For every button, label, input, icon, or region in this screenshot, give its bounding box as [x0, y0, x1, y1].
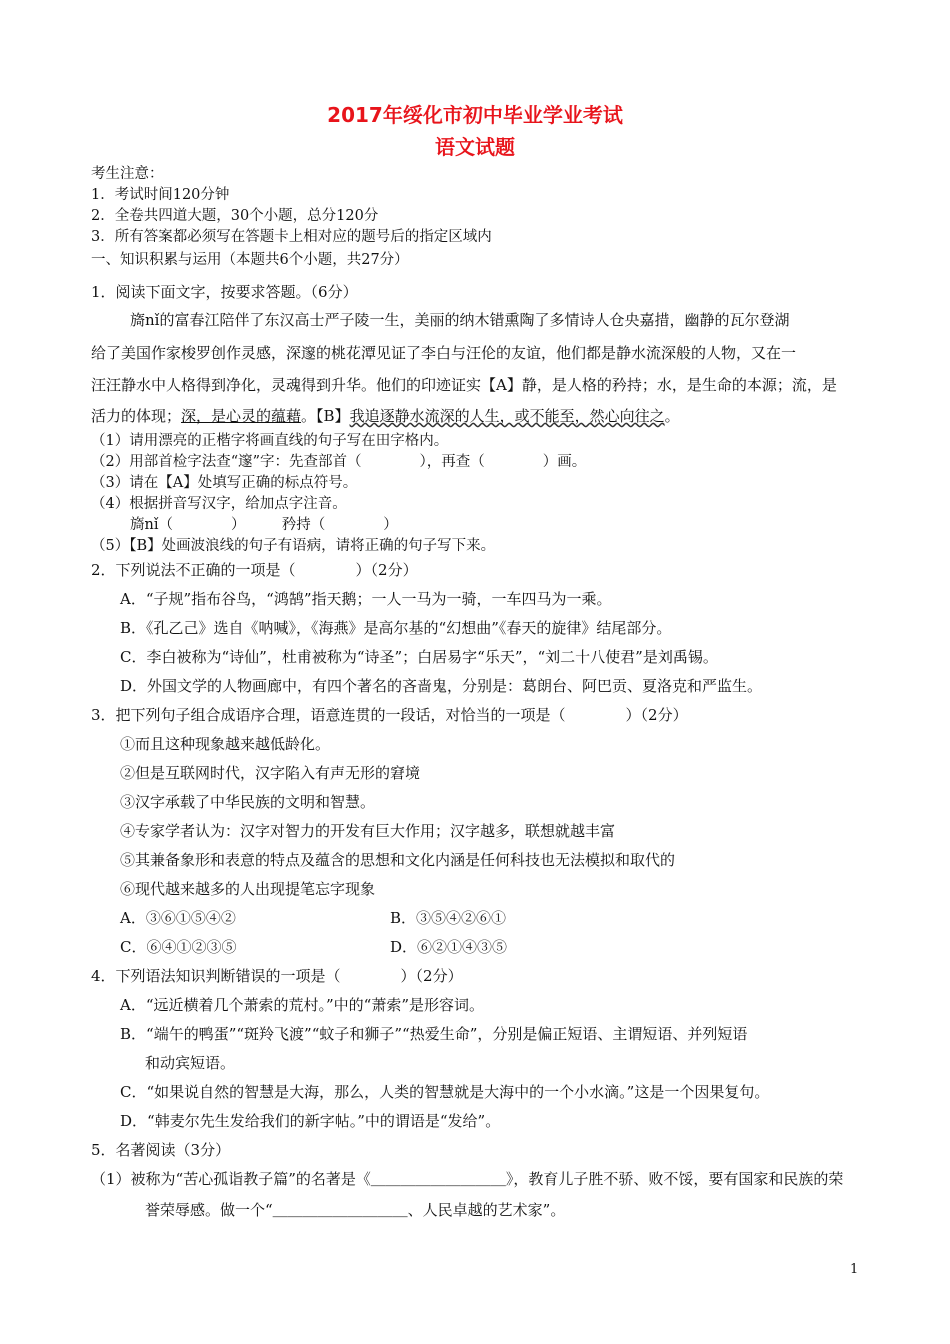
q2-option: A．“子规”指布谷鸟，“鸿鹄”指天鹅；一人一马为一骑，一车四马为一乘。: [120, 590, 612, 608]
q1-sub-item: （2）用部首检字法查“邃”字：先查部首（ ），再查（ ）画。: [91, 454, 587, 470]
q1-sub-item: （5）【B】处画波浪线的句子有语病，请将正确的句子写下来。: [91, 538, 496, 554]
q5-line: （1）被称为“苦心孤诣教子篇”的名著是《＿＿＿＿＿＿＿＿＿》，教育儿子胜不骄、败不馁，要有国家和民族的荣: [91, 1170, 844, 1188]
q3-option: B．③⑤④②⑥①: [390, 909, 507, 927]
q3-sentence: ③汉字承载了中华民族的文明和智慧。: [120, 793, 376, 811]
q4-option: B．“端午的鸭蛋”“斑羚飞渡”“蚊子和狮子”“热爱生命”，分别是偏正短语、主谓短语、并列短语: [120, 1025, 748, 1043]
q1-sub-item: （1）请用漂亮的正楷字将画直线的句子写在田字格内。: [91, 433, 449, 449]
exam-title: 2017年绥化市初中毕业学业考试: [327, 103, 623, 127]
q2-option: C．李白被称为“诗仙”，杜甫被称为“诗圣”；白居易字“乐天”，“刘二十八使君”是刘禹锡。: [120, 648, 718, 666]
q1-sub-item: 旖nǐ（ ） 矜持（ ）: [130, 517, 398, 533]
q4-option: D．“韩麦尔先生发给我们的新字帖。”中的谓语是“发给”。: [120, 1112, 501, 1130]
section-heading: 一、知识积累与运用（本题共6个小题，共27分）: [91, 252, 409, 268]
q1-underlined-sentence: 深，是心灵的蕴藉: [181, 407, 302, 425]
q4-option-continued: 和动宾短语。: [145, 1054, 236, 1072]
q3-sentence: ①而且这种现象越来越低龄化。: [120, 735, 331, 753]
q1-sub-item: （4）根据拼音写汉字，给加点字注音。: [91, 496, 347, 512]
q5-line: 誉荣辱感。做一个“＿＿＿＿＿＿＿＿＿、人民卓越的艺术家”。: [145, 1201, 566, 1219]
q1-para-lead: 活力的体现；: [91, 407, 182, 425]
question-2-stem: 2．下列说法不正确的一项是（ ）（2分）: [91, 561, 418, 579]
exam-subtitle: 语文试题: [435, 135, 515, 159]
q3-option: D．⑥②①④③⑤: [390, 938, 508, 956]
question-3-stem: 3．把下列句子组合成语序合理，语意连贯的一段话，对恰当的一项是（ ）（2分）: [91, 706, 688, 724]
notice-item: 1．考试时间120分钟: [91, 187, 230, 203]
q3-option: A．③⑥①⑤④②: [120, 909, 236, 927]
q1-wavy-sentence: 我追逐静水流深的人生，或不能至，然心向往之: [349, 407, 665, 425]
q3-sentence: ②但是互联网时代，汉字陷入有声无形的窘境: [120, 764, 421, 782]
question-4-stem: 4．下列语法知识判断错误的一项是（ ）（2分）: [91, 967, 463, 985]
q3-sentence: ④专家学者认为：汉字对智力的开发有巨大作用；汉字越多，联想就越丰富: [120, 822, 616, 840]
q1-paragraph-line: 汪汪静水中人格得到净化，灵魂得到升华。他们的印迹证实【A】静，是人格的矜持；水，是生命的本源；流，是: [91, 376, 837, 394]
q1-paragraph-line: 给了美国作家梭罗创作灵感，深邃的桃花潭见证了李白与汪伦的友谊，他们都是静水流深般的人物，又在一: [91, 344, 797, 362]
q3-option: C．⑥④①②③⑤: [120, 938, 237, 956]
q1-sub-item: （3）请在【A】处填写正确的标点符号。: [91, 475, 358, 491]
q3-sentence: ⑥现代越来越多的人出现提笔忘字现象: [120, 880, 376, 898]
q2-option: D．外国文学的人物画廊中，有四个著名的吝啬鬼，分别是：葛朗台、阿巴贡、夏洛克和严监生。: [120, 677, 763, 695]
q2-option: B．《孔乙己》选自《呐喊》，《海燕》是高尔基的“幻想曲”《春天的旋律》结尾部分。: [120, 619, 672, 637]
notice-heading: 考生注意：: [91, 166, 164, 182]
page-number: 1: [850, 1262, 859, 1277]
question-1-stem: 1．阅读下面文字，按要求答题。（6分）: [91, 283, 358, 301]
q3-sentence: ⑤其兼备象形和表意的特点及蕴含的思想和文化内涵是任何科技也无法模拟和取代的: [120, 851, 676, 869]
q1-paragraph-line: 旖nǐ的富春江陪伴了东汉高士严子陵一生，美丽的纳木错熏陶了多情诗人仓央嘉措，幽静的瓦尔登湖: [130, 311, 790, 329]
q1-para-mid: 。【B】: [301, 407, 350, 425]
q4-option: A．“远近横着几个萧索的荒村。”中的“萧索”是形容词。: [120, 996, 485, 1014]
q1-para-end: 。: [664, 407, 680, 425]
notice-item: 3．所有答案都必须写在答题卡上相对应的题号后的指定区域内: [91, 229, 492, 245]
q4-option: C．“如果说自然的智慧是大海，那么，人类的智慧就是大海中的一个小水滴。”这是一个因果复句。: [120, 1083, 770, 1101]
notice-item: 2．全卷共四道大题，30个小题，总分120分: [91, 208, 379, 224]
q1-paragraph-last-line: [91, 406, 680, 426]
question-5-stem: 5．名著阅读（3分）: [91, 1141, 231, 1159]
